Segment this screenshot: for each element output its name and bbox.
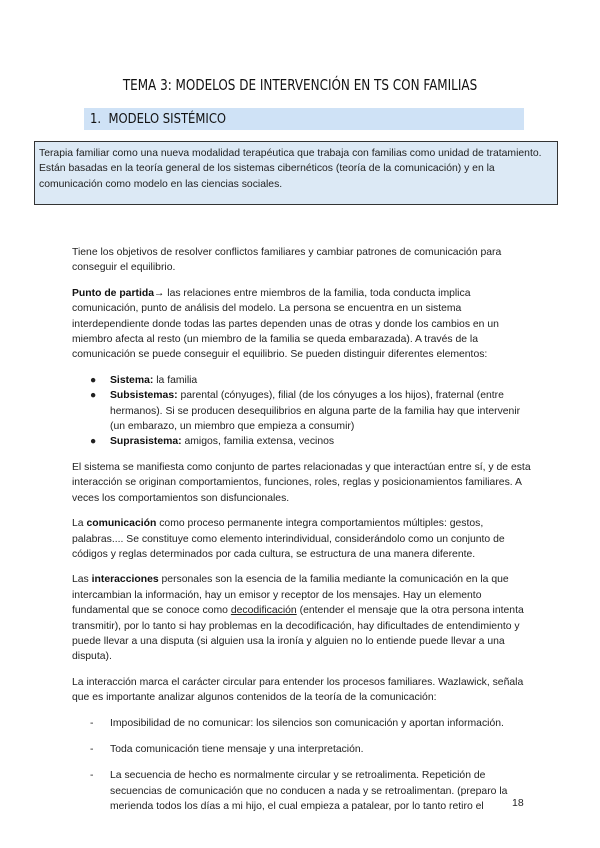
list-item: [72, 373, 532, 388]
section-number: 1.: [90, 111, 102, 127]
list-text: Imposibilidad de no comunicar: los silencios son comunicación y aportan información.: [110, 717, 504, 729]
paragraph-text: como proceso permanente integra comportamientos múltiples: gestos, palabras.... Se constituye como elemento interindividual, considerándolo como un conjunto de códigos y reglas determinados por cada cultura, se estructura de una manera diferente.: [72, 518, 505, 560]
list-item: [72, 742, 532, 757]
bullet-icon: ●: [90, 374, 97, 386]
list-text: amigos, familia extensa, vecinos: [181, 436, 335, 448]
paragraph-text: Las: [72, 574, 92, 586]
paragraph-text: las relaciones entre miembros de la familia, toda conducta implica comunicación, punto de análisis del modelo. La persona se encuentra en un sistema interdependiente donde todas las partes dependen unas de otras y donde los cambios en un miembro afecta al resto (un miembro de la familia se queda embarazada). A través de la comunicación se puede conseguir el equilibrio. Se pueden distinguir diferentes elementos:: [72, 287, 499, 361]
page-title: TEMA 3: MODELOS DE INTERVENCIÓN EN TS CON FAMILIAS: [122, 76, 478, 94]
paragraph-text: personales son la esencia de la familia mediante la comunicación en la que intercambian la información, hay un emisor y receptor de los mensajes. Hay un elemento fundamental que se conoce como: [72, 574, 509, 617]
term-starting-point: Punto de partida: [72, 287, 154, 299]
paragraph-circularity: La interacción marca el carácter circular para entender los procesos familiares. Wazlawick, señala que es importante analizar algunos contenidos de la teoría de la comunicación:: [72, 676, 524, 704]
intro-box: Terapia familiar como una nueva modalidad terapéutica que trabaja con familias como unidad de tratamiento. Están basadas en la teoría general de los sistemas cibernéticos (teoría de la comunicación) y en la comunicación como modelo en las ciencias sociales.: [34, 141, 558, 205]
term-interactions: interacciones: [91, 574, 159, 586]
list-term: Suprasistema:: [110, 436, 182, 448]
section-title: MODELO SISTÉMICO: [108, 111, 227, 127]
dash-icon: -: [90, 717, 94, 729]
term-decoding: decodificación: [230, 605, 297, 617]
list-text: la familia: [153, 374, 198, 386]
arrow: →: [153, 287, 165, 299]
paragraph-objectives: Tiene los objetivos de resolver conflictos familiares y cambiar patrones de comunicación para conseguir el equilibrio.: [72, 247, 502, 274]
paragraph-interactions: [72, 572, 532, 664]
bullet-icon: ●: [90, 436, 97, 448]
dash-icon: -: [90, 770, 94, 782]
list-text: La secuencia de hecho es normalmente circular y se retroalimenta. Repetición de secuencias de comunicación que no conducen a nada y se retroalimentan. (preparo la merienda todos los días a mi hijo, el cual empieza a patalear, por lo tanto retiro el: [110, 770, 508, 813]
list-item: [72, 434, 532, 449]
dash-icon: -: [90, 743, 94, 755]
body-text: [72, 245, 532, 826]
list-item: [72, 716, 532, 731]
list-text: parental (cónyuges), filial (de los cónyuges a los hijos), fraternal (entre hermanos). Si se producen desequilibrios en alguna parte de la familia hay que intervenir (un embarazo, un miembro que empieza a consumir): [110, 390, 521, 433]
list-term: Sistema:: [110, 374, 154, 386]
list-item: [72, 388, 532, 434]
elements-list: [72, 373, 532, 450]
section-heading: [90, 111, 226, 127]
communication-axioms-list: [72, 716, 532, 815]
bullet-icon: ●: [90, 390, 97, 402]
paragraph-text: La: [72, 518, 87, 530]
list-term: Subsistemas:: [110, 390, 178, 402]
paragraph-communication: [72, 516, 532, 562]
paragraph-system: El sistema se manifiesta como conjunto de partes relacionadas y que interactúan entre sí, y de esta interacción se originan comportamientos, funciones, roles, reglas y posicionamientos familiares. A veces los comportamientos son disfuncionales.: [72, 461, 531, 504]
term-communication: comunicación: [86, 518, 157, 530]
page-number: 18: [512, 797, 524, 809]
list-item: [72, 768, 532, 814]
list-text: Toda comunicación tiene mensaje y una interpretación.: [110, 743, 364, 755]
paragraph-text: (entender el mensaje que la otra persona intenta transmitir), por lo tanto si hay problemas en la decodificación, hay dificultades de entendimiento y puede llevar a una disputa (si alguien usa la ironía y alguien no lo entiende puede llevar a una disputa).: [72, 605, 524, 663]
paragraph-starting-point: [72, 286, 532, 363]
